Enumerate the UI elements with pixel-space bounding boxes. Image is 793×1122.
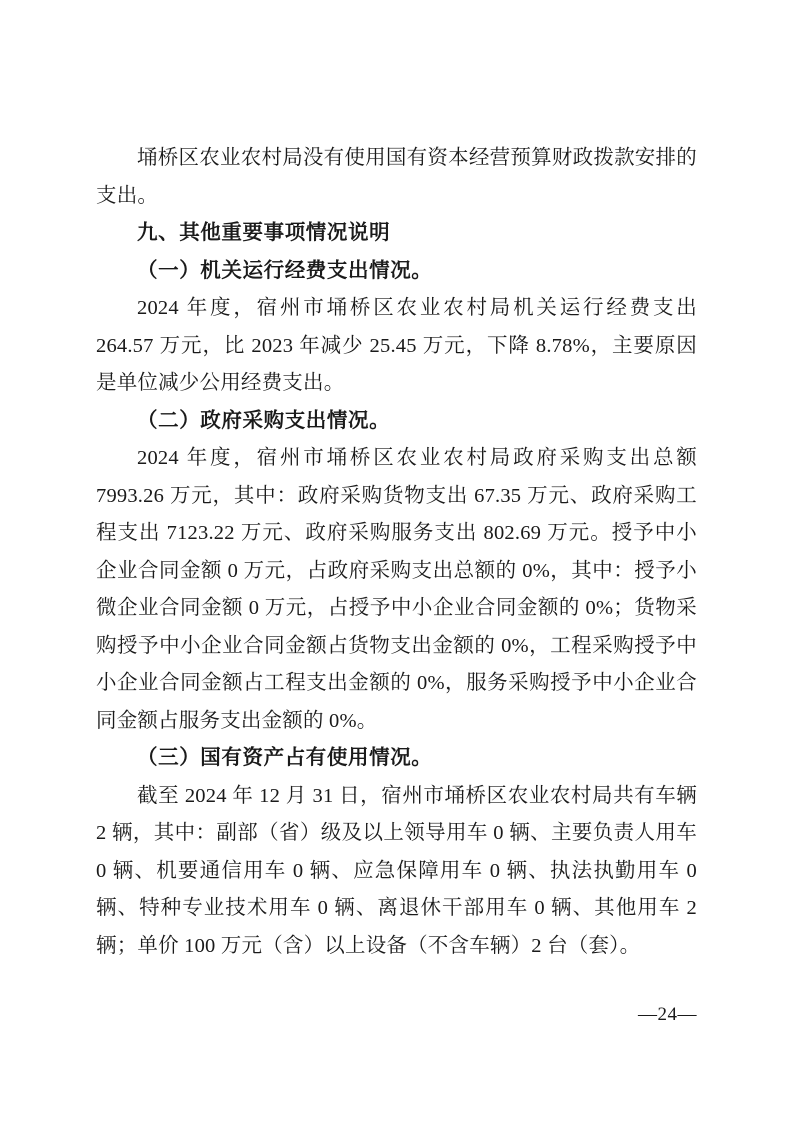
document-body <box>96 140 697 965</box>
paragraph-state-assets: 截至 2024 年 12 月 31 日，宿州市埇桥区农业农村局共有车辆 2 辆，其中：副部（省）级及以上领导用车 0 辆、主要负责人用车 0 辆、机要通信用车 0 辆、应急保障用车 0 辆、执法执勤用车 0 辆、特种专业技术用车 0 辆、离退休干部用车 0 辆、其他用车 2 辆；单价 100 万元（含）以上设备（不含车辆）2 台（套）。 <box>96 784 697 957</box>
heading-subsection-three: （三）国有资产占有使用情况。 <box>137 747 433 769</box>
paragraph-government-procurement: 2024 年度，宿州市埇桥区农业农村局政府采购支出总额 7993.26 万元，其中：政府采购货物支出 67.35 万元、政府采购工程支出 7123.22 万元、政府采购服务支出 802.69 万元。授予中小企业合同金额 0 万元，占政府采购支出总额的 0%，其中：授予小微企业合同金额 0 万元，占授予中小企业合同金额的 0%；货物采购授予中小企业合同金额占货物支出金额的 0%，工程采购授予中小企业合同金额占工程支出金额的 0%，服务采购授予中小企业合同金额占服务支出金额的 0%。 <box>96 447 697 732</box>
page-number: —24— <box>638 1004 697 1025</box>
heading-subsection-two: （二）政府采购支出情况。 <box>137 409 391 432</box>
heading-subsection-one: （一）机关运行经费支出情况。 <box>137 259 433 282</box>
heading-section-nine: 九、其他重要事项情况说明 <box>137 222 391 244</box>
paragraph-state-capital-budget-note: 埇桥区农业农村局没有使用国有资本经营预算财政拨款安排的支出。 <box>96 147 697 207</box>
paragraph-operating-expense: 2024 年度，宿州市埇桥区农业农村局机关运行经费支出 264.57 万元，比 2023 年减少 25.45 万元，下降 8.78%，主要原因是单位减少公用经费支出。 <box>96 297 697 394</box>
